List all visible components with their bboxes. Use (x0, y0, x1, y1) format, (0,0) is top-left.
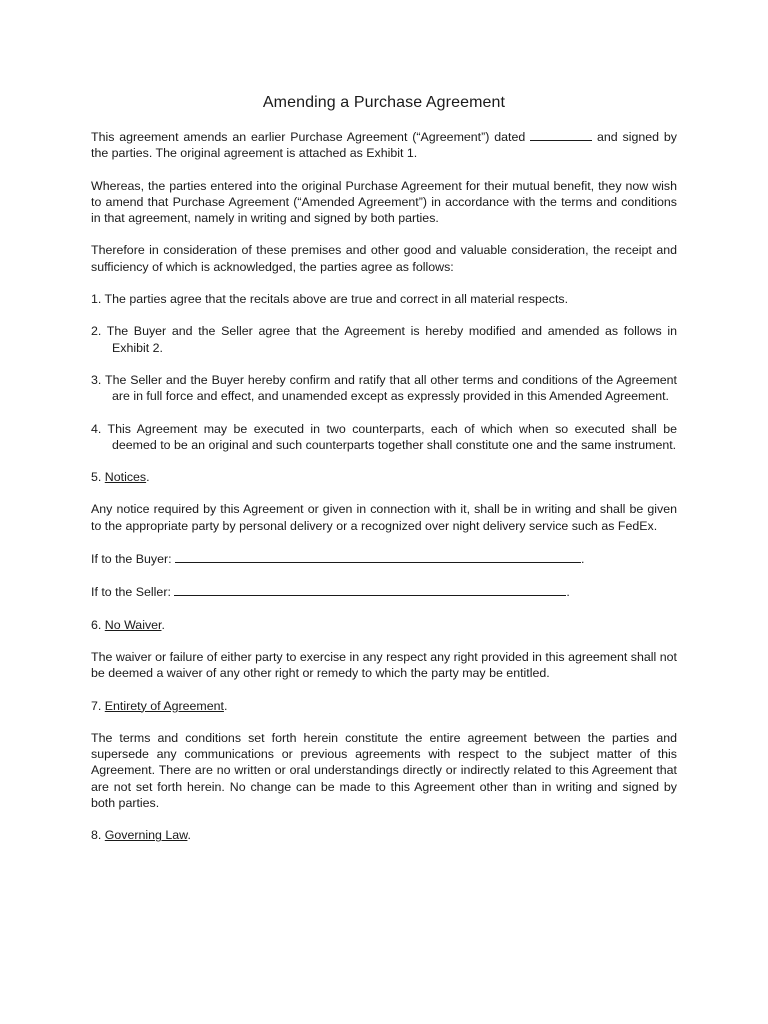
list-item-1: 1. The parties agree that the recitals above are true and correct in all material respects. (91, 292, 569, 307)
list-item-4: 4. This Agreement may be executed in two counterparts, each of which when so executed shall be deemed to be an original and such counterparts together shall constitute one and the same instrument. (91, 421, 677, 452)
document-title: Amending a Purchase Agreement (262, 94, 506, 111)
entirety-heading (91, 698, 677, 714)
intro-text-start: This agreement amends an earlier Purchase Agreement (“Agreement”) dated (91, 130, 526, 144)
entirety-number: 7. (91, 698, 105, 713)
list-item-3: 3. The Seller and the Buyer hereby confirm and ratify that all other terms and conditions of the Agreement are in full force and effect, and unamended except as expressly provided in this Amended Agreement. (91, 372, 677, 404)
no-waiver-number: 6. (91, 617, 105, 632)
buyer-address-line (91, 550, 677, 567)
list-item-2: 2. The Buyer and the Seller agree that the Agreement is hereby modified and amended as follows in Exhibit 2. (91, 324, 677, 355)
seller-blank-line (174, 583, 566, 596)
no-waiver-period: . (161, 617, 165, 632)
notices-title: Notices (104, 470, 147, 485)
no-waiver-paragraph: The waiver or failure of either party to exercise in any respect any right provided in this agreement shall not be deemed a waiver of any other right or remedy to which the party may be entitled. (91, 649, 677, 681)
seller-period: . (566, 585, 570, 600)
entirety-title: Entirety of Agreement (104, 698, 224, 713)
intro-text-end: and signed by the parties. The original agreement is attached as Exhibit 1. (91, 130, 677, 161)
therefore-paragraph: Therefore in consideration of these premises and other good and valuable consideration, the receipt and sufficiency of which is acknowledged, the parties agree as follows: (91, 243, 677, 274)
no-waiver-title: No Waiver (104, 617, 162, 632)
governing-law-period: . (187, 828, 191, 843)
buyer-blank-line (175, 550, 581, 563)
seller-address-line (91, 583, 677, 600)
notices-number: 5. (91, 470, 105, 485)
notices-paragraph: Any notice required by this Agreement or given in connection with it, shall be in writing and shall be given to the appropriate party by personal delivery or a recognized over night delivery service such as FedEx. (91, 502, 677, 533)
buyer-period: . (581, 552, 585, 567)
intro-paragraph (91, 128, 677, 162)
entirety-paragraph: The terms and conditions set forth herein constitute the entire agreement between the parties and supersede any communications or previous agreements with respect to the subject matter of this Agreement. There are no written or oral understandings directly or indirectly related to this Agreement that are not set forth herein. No change can be made to this Agreement other than in writing and signed by both parties. (91, 730, 677, 811)
governing-law-heading (91, 827, 677, 843)
buyer-label: If to the Buyer: (91, 552, 176, 567)
governing-law-number: 8. (91, 828, 105, 843)
entirety-period: . (223, 698, 228, 713)
seller-label: If to the Seller: (91, 585, 175, 600)
whereas-paragraph: Whereas, the parties entered into the original Purchase Agreement for their mutual benefit, they now wish to amend that Purchase Agreement (“Amended Agreement”) in accordance with the terms and conditions in that agreement, namely in writing and signed by both parties. (91, 178, 677, 226)
no-waiver-heading (91, 617, 677, 633)
governing-law-title: Governing Law (104, 828, 188, 843)
date-blank-line (530, 128, 592, 141)
notices-heading (91, 469, 677, 485)
notices-period: . (146, 470, 150, 485)
document-page (91, 94, 677, 860)
